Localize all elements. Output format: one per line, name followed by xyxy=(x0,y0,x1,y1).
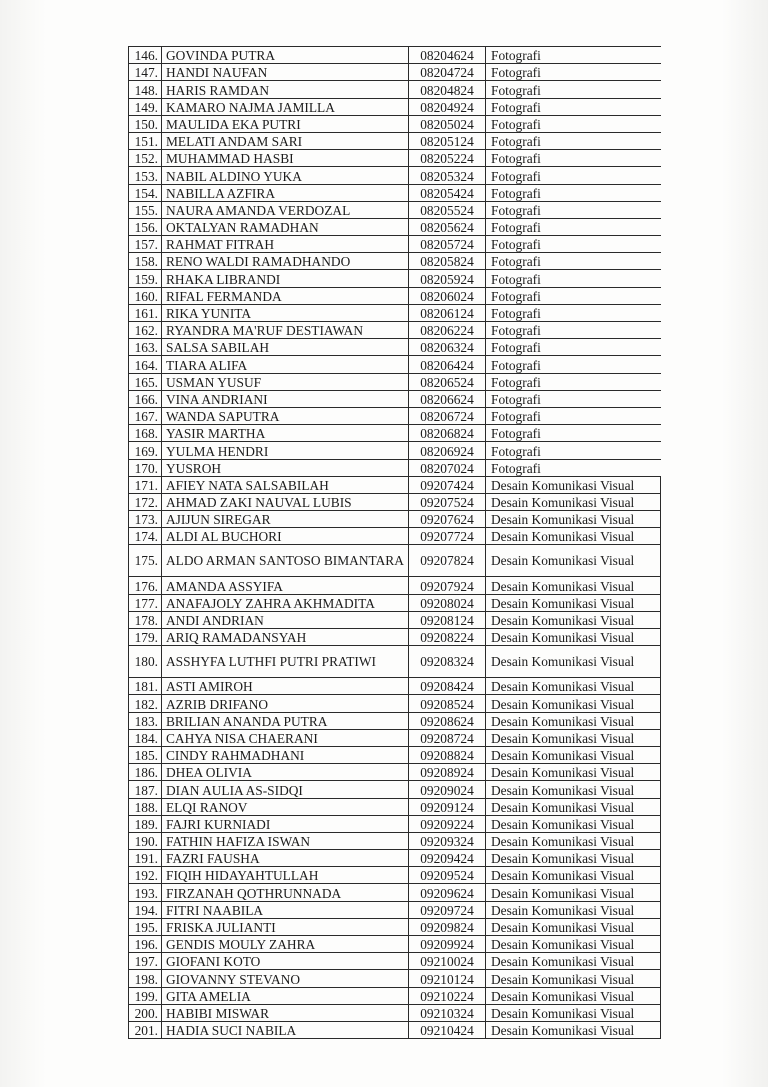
table-row xyxy=(129,373,661,390)
row-number: 157. xyxy=(129,236,162,253)
row-number: 151. xyxy=(129,132,162,149)
table-row xyxy=(129,884,661,901)
table-row xyxy=(129,611,661,628)
table-row xyxy=(129,287,661,304)
row-number: 195. xyxy=(129,918,162,935)
student-id: 08206124 xyxy=(409,304,486,321)
student-name: VINA ANDRIANI xyxy=(162,390,409,407)
study-program: Desain Komunikasi Visual xyxy=(486,953,661,970)
student-id: 08205524 xyxy=(409,201,486,218)
row-number: 162. xyxy=(129,322,162,339)
table-row xyxy=(129,322,661,339)
row-number: 164. xyxy=(129,356,162,373)
table-row xyxy=(129,64,661,81)
table-row xyxy=(129,184,661,201)
table-row xyxy=(129,47,661,64)
study-program: Fotografi xyxy=(486,218,661,235)
study-program: Desain Komunikasi Visual xyxy=(486,901,661,918)
student-name: HANDI NAUFAN xyxy=(162,64,409,81)
row-number: 193. xyxy=(129,884,162,901)
student-name: FRISKA JULIANTI xyxy=(162,918,409,935)
study-program: Fotografi xyxy=(486,184,661,201)
table-row xyxy=(129,115,661,132)
row-number: 150. xyxy=(129,115,162,132)
study-program: Fotografi xyxy=(486,64,661,81)
table-row xyxy=(129,390,661,407)
row-number: 190. xyxy=(129,832,162,849)
row-number: 200. xyxy=(129,1004,162,1021)
study-program: Desain Komunikasi Visual xyxy=(486,936,661,953)
row-number: 168. xyxy=(129,425,162,442)
table-row xyxy=(129,936,661,953)
student-name: RHAKA LIBRANDI xyxy=(162,270,409,287)
student-id: 08205424 xyxy=(409,184,486,201)
row-number: 182. xyxy=(129,695,162,712)
student-name: WANDA SAPUTRA xyxy=(162,407,409,424)
table-row xyxy=(129,970,661,987)
student-id: 08206624 xyxy=(409,390,486,407)
row-number: 163. xyxy=(129,339,162,356)
study-program: Desain Komunikasi Visual xyxy=(486,594,661,611)
table-row xyxy=(129,1004,661,1021)
student-name: DIAN AULIA AS-SIDQI xyxy=(162,781,409,798)
student-id: 08206324 xyxy=(409,339,486,356)
study-program: Fotografi xyxy=(486,442,661,459)
student-id: 09208424 xyxy=(409,678,486,695)
row-number: 199. xyxy=(129,987,162,1004)
row-number: 173. xyxy=(129,511,162,528)
study-program: Desain Komunikasi Visual xyxy=(486,577,661,594)
student-name: ELQI RANOV xyxy=(162,798,409,815)
study-program: Desain Komunikasi Visual xyxy=(486,511,661,528)
student-name: AJIJUN SIREGAR xyxy=(162,511,409,528)
study-program: Desain Komunikasi Visual xyxy=(486,476,661,493)
row-number: 158. xyxy=(129,253,162,270)
row-number: 185. xyxy=(129,746,162,763)
study-program: Fotografi xyxy=(486,81,661,98)
student-name: ALDO ARMAN SANTOSO BIMANTARA xyxy=(162,545,409,577)
student-id: 09208024 xyxy=(409,594,486,611)
student-name: TIARA ALIFA xyxy=(162,356,409,373)
table-row xyxy=(129,339,661,356)
row-number: 160. xyxy=(129,287,162,304)
study-program: Desain Komunikasi Visual xyxy=(486,798,661,815)
row-number: 191. xyxy=(129,850,162,867)
table-row xyxy=(129,493,661,510)
table-row xyxy=(129,1021,661,1038)
student-id: 08204924 xyxy=(409,98,486,115)
study-program: Fotografi xyxy=(486,356,661,373)
table-row xyxy=(129,511,661,528)
student-id: 08205724 xyxy=(409,236,486,253)
student-name: RYANDRA MA'RUF DESTIAWAN xyxy=(162,322,409,339)
row-number: 179. xyxy=(129,629,162,646)
student-name: YUSROH xyxy=(162,459,409,476)
study-program: Desain Komunikasi Visual xyxy=(486,850,661,867)
student-id: 09208324 xyxy=(409,646,486,678)
student-id: 09207524 xyxy=(409,493,486,510)
student-name: FIQIH HIDAYAHTULLAH xyxy=(162,867,409,884)
row-number: 176. xyxy=(129,577,162,594)
student-id: 08206824 xyxy=(409,425,486,442)
student-id: 09207924 xyxy=(409,577,486,594)
table-row xyxy=(129,629,661,646)
table-row xyxy=(129,815,661,832)
table-row xyxy=(129,218,661,235)
row-number: 159. xyxy=(129,270,162,287)
study-program: Desain Komunikasi Visual xyxy=(486,867,661,884)
row-number: 167. xyxy=(129,407,162,424)
student-id: 09208724 xyxy=(409,729,486,746)
study-program: Fotografi xyxy=(486,322,661,339)
row-number: 149. xyxy=(129,98,162,115)
student-id: 09208824 xyxy=(409,746,486,763)
student-id: 08206224 xyxy=(409,322,486,339)
row-number: 148. xyxy=(129,81,162,98)
table-row xyxy=(129,545,661,577)
student-id: 09207824 xyxy=(409,545,486,577)
student-name: GENDIS MOULY ZAHRA xyxy=(162,936,409,953)
row-number: 196. xyxy=(129,936,162,953)
student-id: 09207624 xyxy=(409,511,486,528)
row-number: 161. xyxy=(129,304,162,321)
row-number: 174. xyxy=(129,528,162,545)
table-row xyxy=(129,356,661,373)
student-id: 08205224 xyxy=(409,150,486,167)
student-name: ASSHYFA LUTHFI PUTRI PRATIWI xyxy=(162,646,409,678)
row-number: 186. xyxy=(129,764,162,781)
study-program: Desain Komunikasi Visual xyxy=(486,678,661,695)
row-number: 152. xyxy=(129,150,162,167)
table-row xyxy=(129,764,661,781)
table-row xyxy=(129,646,661,678)
row-number: 197. xyxy=(129,953,162,970)
study-program: Fotografi xyxy=(486,425,661,442)
row-number: 183. xyxy=(129,712,162,729)
study-program: Desain Komunikasi Visual xyxy=(486,611,661,628)
student-name: MAULIDA EKA PUTRI xyxy=(162,115,409,132)
student-id: 08205624 xyxy=(409,218,486,235)
student-roster-table xyxy=(128,46,661,1039)
student-name: CAHYA NISA CHAERANI xyxy=(162,729,409,746)
study-program: Fotografi xyxy=(486,390,661,407)
table-row xyxy=(129,98,661,115)
study-program: Fotografi xyxy=(486,150,661,167)
student-name: CINDY RAHMADHANI xyxy=(162,746,409,763)
row-number: 166. xyxy=(129,390,162,407)
table-row xyxy=(129,901,661,918)
table-row xyxy=(129,476,661,493)
student-id: 09209424 xyxy=(409,850,486,867)
student-id: 09209324 xyxy=(409,832,486,849)
student-id: 08206924 xyxy=(409,442,486,459)
row-number: 169. xyxy=(129,442,162,459)
student-id: 09210424 xyxy=(409,1021,486,1038)
student-id: 09209624 xyxy=(409,884,486,901)
table-row xyxy=(129,987,661,1004)
table-row xyxy=(129,425,661,442)
student-id: 09209124 xyxy=(409,798,486,815)
student-id: 08204624 xyxy=(409,47,486,64)
student-name: GIOFANI KOTO xyxy=(162,953,409,970)
student-name: ANAFAJOLY ZAHRA AKHMADITA xyxy=(162,594,409,611)
row-number: 175. xyxy=(129,545,162,577)
student-name: AZRIB DRIFANO xyxy=(162,695,409,712)
student-id: 08205324 xyxy=(409,167,486,184)
student-name: OKTALYAN RAMADHAN xyxy=(162,218,409,235)
table-row xyxy=(129,746,661,763)
student-name: FAJRI KURNIADI xyxy=(162,815,409,832)
roster-body xyxy=(129,47,661,1039)
student-name: BRILIAN ANANDA PUTRA xyxy=(162,712,409,729)
table-row xyxy=(129,695,661,712)
student-name: YULMA HENDRI xyxy=(162,442,409,459)
study-program: Fotografi xyxy=(486,407,661,424)
student-id: 08206724 xyxy=(409,407,486,424)
table-row xyxy=(129,459,661,476)
study-program: Fotografi xyxy=(486,287,661,304)
row-number: 181. xyxy=(129,678,162,695)
student-id: 09209524 xyxy=(409,867,486,884)
student-name: GIOVANNY STEVANO xyxy=(162,970,409,987)
table-row xyxy=(129,150,661,167)
row-number: 165. xyxy=(129,373,162,390)
student-id: 08206524 xyxy=(409,373,486,390)
row-number: 180. xyxy=(129,646,162,678)
table-row xyxy=(129,528,661,545)
student-id: 09208624 xyxy=(409,712,486,729)
student-id: 09207724 xyxy=(409,528,486,545)
student-name: NABILLA AZFIRA xyxy=(162,184,409,201)
study-program: Desain Komunikasi Visual xyxy=(486,970,661,987)
study-program: Desain Komunikasi Visual xyxy=(486,646,661,678)
student-name: ALDI AL BUCHORI xyxy=(162,528,409,545)
study-program: Desain Komunikasi Visual xyxy=(486,545,661,577)
table-row xyxy=(129,201,661,218)
student-name: USMAN YUSUF xyxy=(162,373,409,390)
student-id: 08205924 xyxy=(409,270,486,287)
table-row xyxy=(129,81,661,98)
study-program: Desain Komunikasi Visual xyxy=(486,712,661,729)
student-name: FIRZANAH QOTHRUNNADA xyxy=(162,884,409,901)
row-number: 192. xyxy=(129,867,162,884)
study-program: Desain Komunikasi Visual xyxy=(486,1004,661,1021)
student-id: 09208524 xyxy=(409,695,486,712)
student-name: RIFAL FERMANDA xyxy=(162,287,409,304)
student-name: GITA AMELIA xyxy=(162,987,409,1004)
table-row xyxy=(129,594,661,611)
student-id: 08207024 xyxy=(409,459,486,476)
table-row xyxy=(129,167,661,184)
student-name: NABIL ALDINO YUKA xyxy=(162,167,409,184)
table-row xyxy=(129,729,661,746)
row-number: 170. xyxy=(129,459,162,476)
row-number: 146. xyxy=(129,47,162,64)
student-id: 08206424 xyxy=(409,356,486,373)
student-name: NAURA AMANDA VERDOZAL xyxy=(162,201,409,218)
student-name: AHMAD ZAKI NAUVAL LUBIS xyxy=(162,493,409,510)
study-program: Fotografi xyxy=(486,459,661,476)
row-number: 178. xyxy=(129,611,162,628)
table-row xyxy=(129,832,661,849)
study-program: Desain Komunikasi Visual xyxy=(486,493,661,510)
row-number: 155. xyxy=(129,201,162,218)
study-program: Desain Komunikasi Visual xyxy=(486,815,661,832)
row-number: 187. xyxy=(129,781,162,798)
student-name: ARIQ RAMADANSYAH xyxy=(162,629,409,646)
student-id: 08206024 xyxy=(409,287,486,304)
study-program: Fotografi xyxy=(486,339,661,356)
study-program: Desain Komunikasi Visual xyxy=(486,629,661,646)
student-id: 09210224 xyxy=(409,987,486,1004)
table-row xyxy=(129,132,661,149)
study-program: Fotografi xyxy=(486,47,661,64)
table-row xyxy=(129,678,661,695)
table-row xyxy=(129,407,661,424)
table-row xyxy=(129,442,661,459)
student-id: 09208224 xyxy=(409,629,486,646)
table-row xyxy=(129,781,661,798)
student-id: 09210024 xyxy=(409,953,486,970)
study-program: Fotografi xyxy=(486,253,661,270)
table-row xyxy=(129,798,661,815)
student-name: FAZRI FAUSHA xyxy=(162,850,409,867)
study-program: Desain Komunikasi Visual xyxy=(486,987,661,1004)
study-program: Desain Komunikasi Visual xyxy=(486,729,661,746)
table-row xyxy=(129,577,661,594)
study-program: Fotografi xyxy=(486,270,661,287)
study-program: Desain Komunikasi Visual xyxy=(486,746,661,763)
student-id: 09209824 xyxy=(409,918,486,935)
student-id: 09209024 xyxy=(409,781,486,798)
study-program: Desain Komunikasi Visual xyxy=(486,884,661,901)
study-program: Fotografi xyxy=(486,115,661,132)
student-name: AMANDA ASSYIFA xyxy=(162,577,409,594)
study-program: Desain Komunikasi Visual xyxy=(486,1021,661,1038)
student-id: 09210324 xyxy=(409,1004,486,1021)
row-number: 172. xyxy=(129,493,162,510)
student-name: RAHMAT FITRAH xyxy=(162,236,409,253)
row-number: 201. xyxy=(129,1021,162,1038)
table-row xyxy=(129,918,661,935)
table-row xyxy=(129,953,661,970)
student-id: 08205024 xyxy=(409,115,486,132)
student-name: GOVINDA PUTRA xyxy=(162,47,409,64)
study-program: Fotografi xyxy=(486,167,661,184)
study-program: Desain Komunikasi Visual xyxy=(486,918,661,935)
table-row xyxy=(129,304,661,321)
table-row xyxy=(129,253,661,270)
student-id: 09209924 xyxy=(409,936,486,953)
student-id: 09208124 xyxy=(409,611,486,628)
student-name: AFIEY NATA SALSABILAH xyxy=(162,476,409,493)
study-program: Fotografi xyxy=(486,98,661,115)
study-program: Fotografi xyxy=(486,304,661,321)
row-number: 177. xyxy=(129,594,162,611)
row-number: 147. xyxy=(129,64,162,81)
study-program: Fotografi xyxy=(486,201,661,218)
student-name: RIKA YUNITA xyxy=(162,304,409,321)
student-id: 09208924 xyxy=(409,764,486,781)
student-name: SALSA SABILAH xyxy=(162,339,409,356)
study-program: Desain Komunikasi Visual xyxy=(486,764,661,781)
student-id: 08205124 xyxy=(409,132,486,149)
student-name: MELATI ANDAM SARI xyxy=(162,132,409,149)
row-number: 153. xyxy=(129,167,162,184)
student-name: HARIS RAMDAN xyxy=(162,81,409,98)
student-name: FITRI NAABILA xyxy=(162,901,409,918)
row-number: 198. xyxy=(129,970,162,987)
student-id: 09209724 xyxy=(409,901,486,918)
row-number: 188. xyxy=(129,798,162,815)
student-name: KAMARO NAJMA JAMILLA xyxy=(162,98,409,115)
study-program: Desain Komunikasi Visual xyxy=(486,832,661,849)
student-id: 08204724 xyxy=(409,64,486,81)
student-name: HABIBI MISWAR xyxy=(162,1004,409,1021)
study-program: Fotografi xyxy=(486,373,661,390)
student-id: 08204824 xyxy=(409,81,486,98)
student-name: HADIA SUCI NABILA xyxy=(162,1021,409,1038)
student-name: RENO WALDI RAMADHANDO xyxy=(162,253,409,270)
study-program: Fotografi xyxy=(486,132,661,149)
table-row xyxy=(129,236,661,253)
row-number: 171. xyxy=(129,476,162,493)
study-program: Desain Komunikasi Visual xyxy=(486,695,661,712)
table-row xyxy=(129,270,661,287)
row-number: 194. xyxy=(129,901,162,918)
student-name: DHEA OLIVIA xyxy=(162,764,409,781)
student-id: 09209224 xyxy=(409,815,486,832)
student-id: 08205824 xyxy=(409,253,486,270)
student-name: FATHIN HAFIZA ISWAN xyxy=(162,832,409,849)
study-program: Fotografi xyxy=(486,236,661,253)
student-name: YASIR MARTHA xyxy=(162,425,409,442)
study-program: Desain Komunikasi Visual xyxy=(486,528,661,545)
row-number: 154. xyxy=(129,184,162,201)
student-id: 09210124 xyxy=(409,970,486,987)
row-number: 156. xyxy=(129,218,162,235)
student-name: ASTI AMIROH xyxy=(162,678,409,695)
row-number: 189. xyxy=(129,815,162,832)
student-id: 09207424 xyxy=(409,476,486,493)
student-name: MUHAMMAD HASBI xyxy=(162,150,409,167)
table-row xyxy=(129,867,661,884)
table-row xyxy=(129,850,661,867)
table-row xyxy=(129,712,661,729)
student-name: ANDI ANDRIAN xyxy=(162,611,409,628)
row-number: 184. xyxy=(129,729,162,746)
study-program: Desain Komunikasi Visual xyxy=(486,781,661,798)
